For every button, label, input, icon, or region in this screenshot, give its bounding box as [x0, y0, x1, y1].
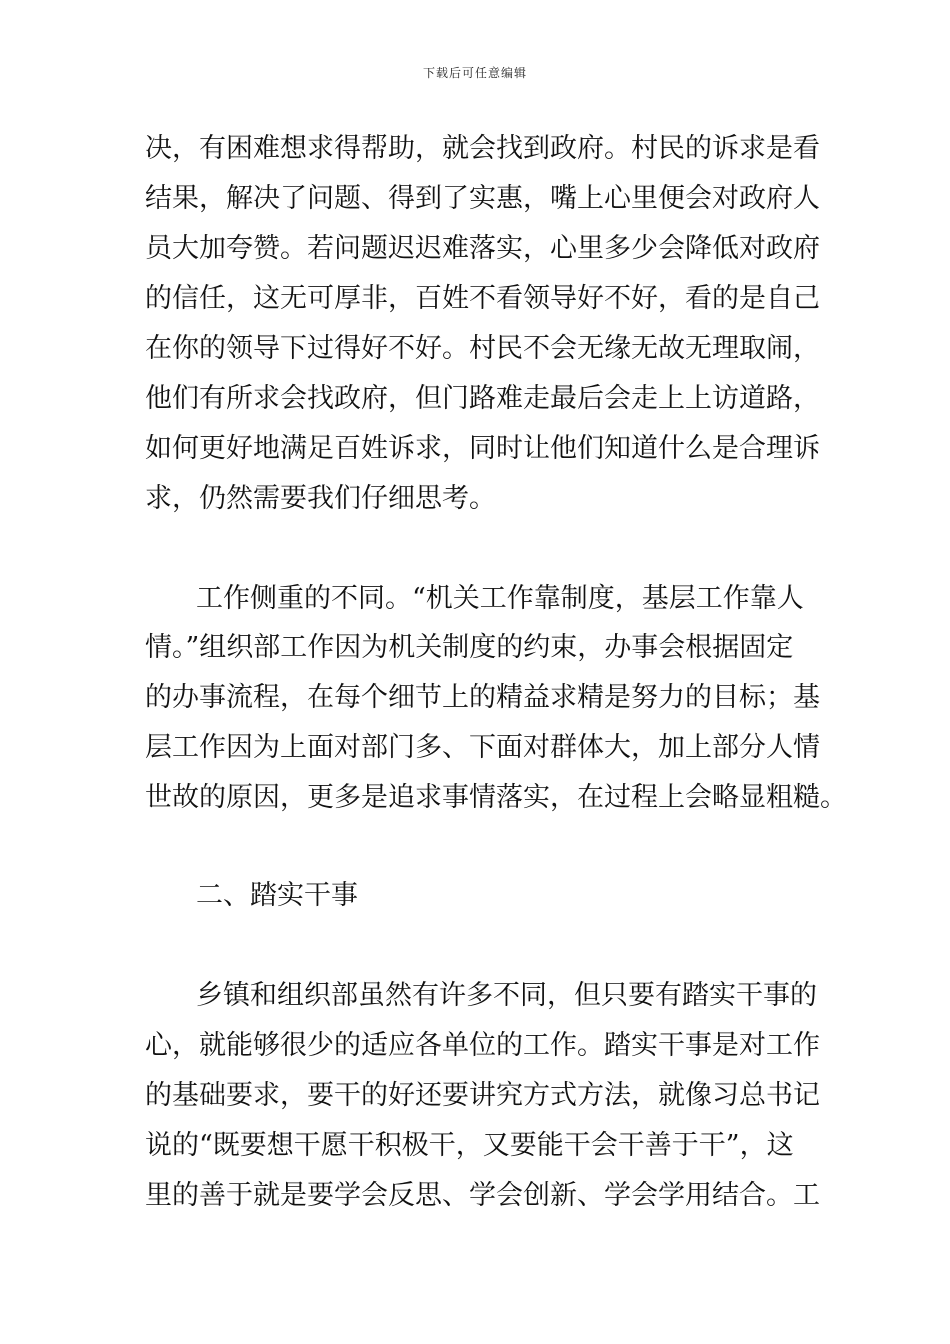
- section-heading: 二、踏实干事: [196, 880, 358, 911]
- page-header: 下载后可任意编辑: [422, 66, 527, 80]
- paragraph-line: 工作侧重的不同。“机关工作靠制度，基层工作靠人: [196, 583, 804, 614]
- paragraph-line: 员大加夸赞。若问题迟迟难落实，心里多少会降低对政府: [145, 233, 820, 264]
- paragraph-line: 说的“既要想干愿干积极干，又要能干会干善于干”，这: [145, 1130, 794, 1161]
- paragraph-line: 情。”组织部工作因为机关制度的约束，办事会根据固定: [145, 632, 794, 663]
- paragraph-line: 决，有困难想求得帮助，就会找到政府。村民的诉求是看: [145, 133, 820, 164]
- paragraph-line: 的信任，这无可厚非，百姓不看领导好不好，看的是自己: [145, 283, 820, 314]
- paragraph-line: 在你的领导下过得好不好。村民不会无缘无故无理取闹，: [145, 333, 820, 364]
- paragraph-line: 结果，解决了问题、得到了实惠，嘴上心里便会对政府人: [145, 183, 820, 214]
- paragraph-line: 世故的原因，更多是追求事情落实，在过程上会略显粗糙。: [145, 782, 847, 813]
- paragraph-line: 层工作因为上面对部门多、下面对群体大，加上部分人情: [145, 732, 820, 763]
- paragraph-line: 里的善于就是要学会反思、学会创新、学会学用结合。工: [145, 1180, 820, 1211]
- paragraph-line: 如何更好地满足百姓诉求，同时让他们知道什么是合理诉: [145, 433, 820, 464]
- paragraph-line: 心，就能够很少的适应各单位的工作。踏实干事是对工作: [145, 1030, 820, 1061]
- paragraph-line: 的基础要求，要干的好还要讲究方式方法，就像习总书记: [145, 1080, 820, 1111]
- paragraph-line: 的办事流程，在每个细节上的精益求精是努力的目标；基: [145, 682, 820, 713]
- paragraph-line: 他们有所求会找政府，但门路难走最后会走上上访道路，: [145, 383, 820, 414]
- paragraph-line: 乡镇和组织部虽然有许多不同，但只要有踏实干事的: [196, 980, 817, 1011]
- paragraph-line: 求，仍然需要我们仔细思考。: [145, 483, 496, 514]
